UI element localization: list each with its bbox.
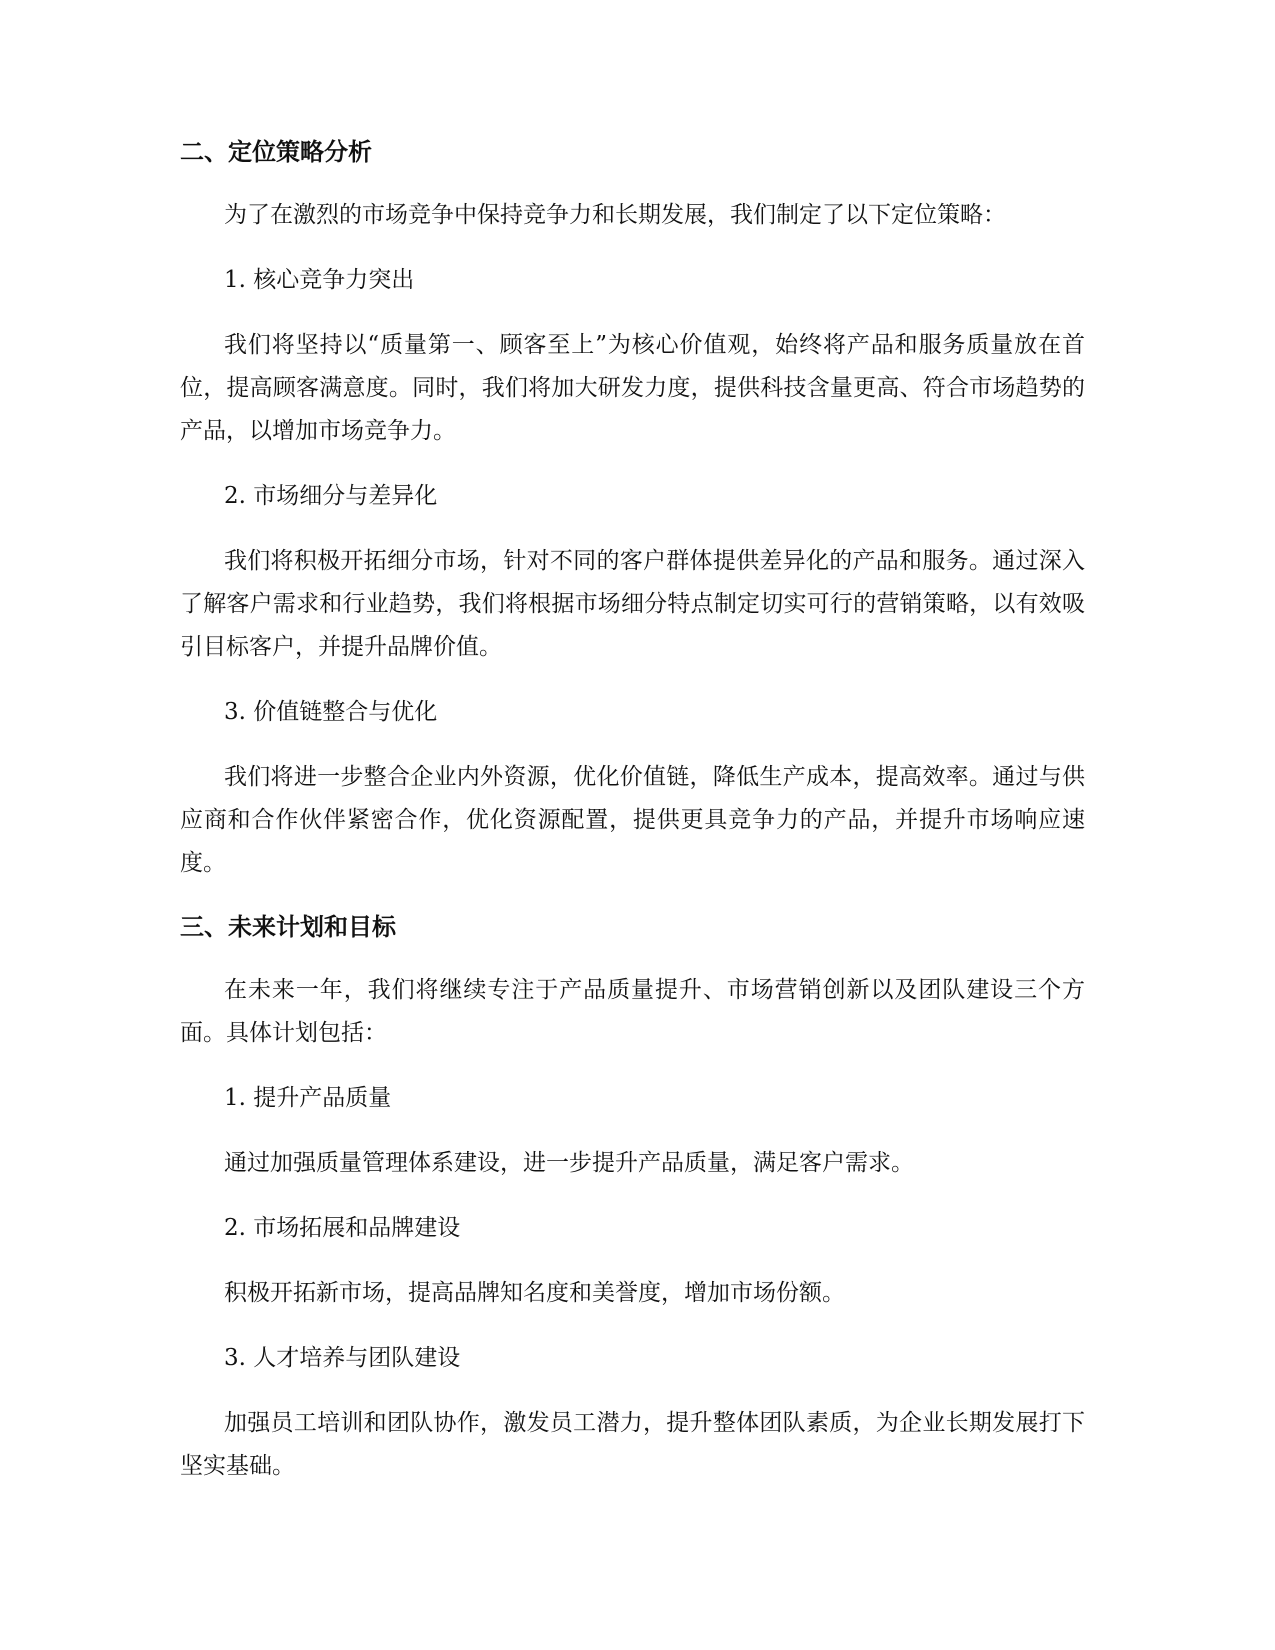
list-item-title: 3. 价值链整合与优化 (224, 699, 438, 725)
list-item-title: 1. 提升产品质量 (224, 1085, 392, 1111)
list-item-body: 我们将积极开拓细分市场，针对不同的客户群体提供差异化的产品和服务。通过深入了解客户需求和行业趋势，我们将根据市场细分特点制定切实可行的营销策略，以有效吸引目标客户，并提升品牌价值。 (180, 548, 1085, 660)
list-item-title: 3. 人才培养与团队建设 (224, 1345, 461, 1371)
list-item-body: 我们将坚持以“质量第一、顾客至上”为核心价值观，始终将产品和服务质量放在首位，提高顾客满意度。同时，我们将加大研发力度，提供科技含量更高、符合市场趋势的产品，以增加市场竞争力。 (180, 332, 1085, 444)
list-item-body: 通过加强质量管理体系建设，进一步提升产品质量，满足客户需求。 (224, 1150, 914, 1176)
list-item-body: 积极开拓新市场，提高品牌知名度和美誉度，增加市场份额。 (224, 1280, 845, 1306)
section-heading-future-plans: 三、未来计划和目标 (180, 913, 396, 941)
section-heading-positioning-strategy: 二、定位策略分析 (180, 138, 372, 166)
section-intro-paragraph: 为了在激烈的市场竞争中保持竞争力和长期发展，我们制定了以下定位策略： (224, 202, 1006, 228)
list-item-title: 2. 市场拓展和品牌建设 (224, 1215, 461, 1241)
list-item-title: 2. 市场细分与差异化 (224, 483, 438, 509)
section-intro-paragraph: 在未来一年，我们将继续专注于产品质量提升、市场营销创新以及团队建设三个方面。具体计划包括： (180, 977, 1085, 1046)
list-item-body: 加强员工培训和团队协作，激发员工潜力，提升整体团队素质，为企业长期发展打下坚实基础。 (180, 1410, 1085, 1479)
document-page (180, 132, 1085, 1510)
list-item-title: 1. 核心竞争力突出 (224, 267, 415, 293)
list-item-body: 我们将进一步整合企业内外资源，优化价值链，降低生产成本，提高效率。通过与供应商和合作伙伴紧密合作，优化资源配置，提供更具竞争力的产品，并提升市场响应速度。 (180, 764, 1085, 876)
